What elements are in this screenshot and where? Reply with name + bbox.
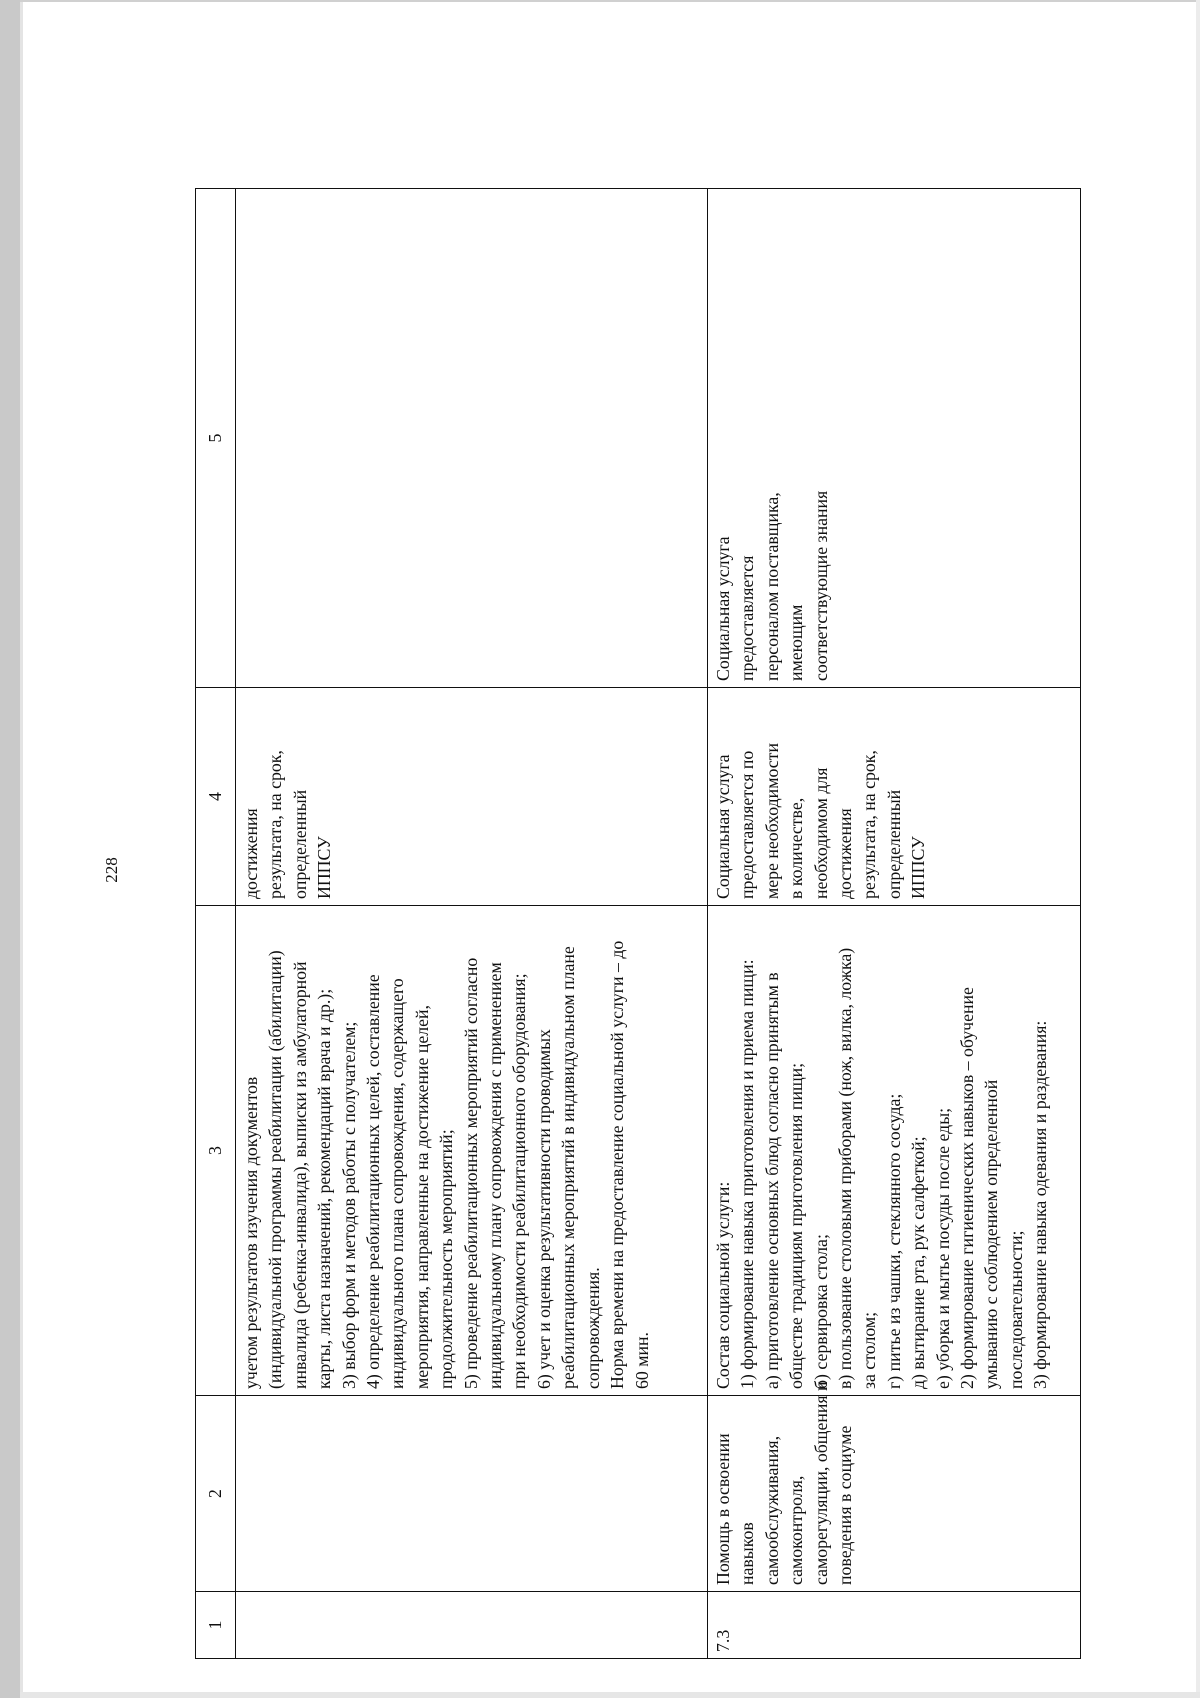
text-line: б) сервировка стола; xyxy=(810,1234,831,1389)
services-table xyxy=(195,188,1081,1659)
text-line: Социальная услуга xyxy=(713,536,733,681)
text-line: 5) проведение реабилитационных мероприятий согласно xyxy=(460,957,481,1389)
text-line: (индивидуальной программы реабилитации (абилитации) xyxy=(265,950,286,1389)
text-line: 4) определение реабилитационных целей, составление xyxy=(363,974,384,1389)
text-line: Состав социальной услуги: xyxy=(713,1181,733,1389)
text-line: а) приготовление основных блюд согласно принятым в xyxy=(761,972,782,1389)
text-line: поведения в социуме xyxy=(835,1425,856,1585)
text-line: результата, на срок, xyxy=(859,750,880,899)
text-line: мере необходимости xyxy=(761,743,782,899)
text-line: е) уборка и мытье посуды после еды; xyxy=(932,1107,953,1389)
text-line: достижения xyxy=(835,808,856,899)
text-line: инвалида (ребенка-инвалида), выписки из амбулаторной xyxy=(289,961,310,1389)
text-line: персоналом поставщика, xyxy=(761,492,782,681)
header-col-1: 1 xyxy=(196,1592,236,1659)
cell-service-name xyxy=(236,1396,708,1592)
text-line: определенный xyxy=(289,789,310,899)
page-number: 228 xyxy=(102,857,121,883)
text-line: умыванию с соблюдением определенной xyxy=(981,1079,1002,1389)
scan-edge-top xyxy=(20,0,1200,2)
header-col-4: 4 xyxy=(196,688,236,906)
text-line: при необходимости реабилитационного оборудования; xyxy=(509,973,530,1389)
text-line: предоставляется по xyxy=(737,750,758,899)
text-line: имеющим xyxy=(786,604,807,681)
text-line: предоставляется xyxy=(737,555,758,681)
text-line: продолжительность мероприятий; xyxy=(436,1129,457,1389)
scan-edge-left-inner xyxy=(20,0,23,1698)
table-row xyxy=(708,189,1081,1659)
text-line: обществе традициям приготовления пищи; xyxy=(786,1062,807,1389)
scan-edge-bottom xyxy=(20,1692,1200,1698)
text-line: результата, на срок, xyxy=(265,750,286,899)
text-line: самообслуживания, xyxy=(761,1435,782,1585)
text-line: необходимом для xyxy=(810,767,831,899)
text-line: достижения xyxy=(241,808,261,899)
text-line: мероприятия, направленные на достижение целей, xyxy=(411,1005,432,1389)
text-line: д) вытирание рта, рук салфеткой; xyxy=(908,1136,929,1389)
header-col-2: 2 xyxy=(196,1396,236,1592)
text-line: 2) формирование гигиенических навыков – обучение xyxy=(957,987,978,1389)
scan-edge-left xyxy=(0,0,20,1698)
text-line: последовательности; xyxy=(1005,1230,1026,1389)
rotated-table-container xyxy=(195,189,1081,1659)
text-line: за столом; xyxy=(859,1311,880,1389)
text-line: 3) выбор форм и методов работы с получателем; xyxy=(338,1021,359,1389)
header-col-3: 3 xyxy=(196,906,236,1396)
text-line: индивидуальному плану сопровождения с применением xyxy=(485,962,506,1389)
text-line: Норма времени на предоставление социальной услуги – до xyxy=(607,940,628,1389)
text-line: г) питье из чашки, стеклянного сосуда; xyxy=(883,1093,904,1389)
text-line: самоконтроля, xyxy=(786,1475,807,1585)
scan-edge-right xyxy=(1196,0,1200,1698)
text-line: реабилитационных мероприятий в индивидуальном плане xyxy=(558,946,579,1389)
text-line: соответствующие знания xyxy=(810,490,831,681)
cell-number: 7.3 xyxy=(708,1592,1081,1659)
text-line: ИППСУ xyxy=(314,836,335,899)
text-line: в) пользование столовыми приборами (нож, вилка, ложка) xyxy=(835,947,856,1389)
text-line: в количестве, xyxy=(786,797,807,899)
text-line: карты, листа назначений, рекомендаций врача и др.); xyxy=(314,988,335,1389)
header-row xyxy=(196,189,236,1659)
cell-service-conditions xyxy=(236,189,708,688)
text-line: саморегуляции, общения и xyxy=(810,1381,831,1585)
cell-service-volume xyxy=(708,688,1081,906)
text-line: навыков xyxy=(737,1522,758,1585)
cell-number xyxy=(236,1592,708,1659)
text-line: Социальная услуга xyxy=(713,754,733,899)
text-line: определенный xyxy=(883,789,904,899)
text-line: Помощь в освоении xyxy=(713,1433,733,1585)
cell-service-volume xyxy=(236,688,708,906)
header-col-5: 5 xyxy=(196,189,236,688)
text-line: ИППСУ xyxy=(908,836,929,899)
text-line: 1) формирование навыка приготовления и приема пищи: xyxy=(737,959,758,1389)
text-line: 3) формирование навыка одевания и раздевания: xyxy=(1030,1020,1051,1389)
text-line: 60 мин. xyxy=(631,1332,652,1389)
text-line: сопровождения. xyxy=(582,1267,603,1389)
text-line: учетом результатов изучения документов xyxy=(241,1076,261,1389)
cell-service-content xyxy=(708,906,1081,1396)
table-row xyxy=(236,189,708,1659)
text-line: индивидуального плана сопровождения, содержащего xyxy=(387,978,408,1389)
cell-service-conditions xyxy=(708,189,1081,688)
cell-service-name xyxy=(708,1381,1081,1592)
cell-service-content xyxy=(236,906,708,1396)
text-line: 6) учет и оценка результативности проводимых xyxy=(533,1029,554,1389)
